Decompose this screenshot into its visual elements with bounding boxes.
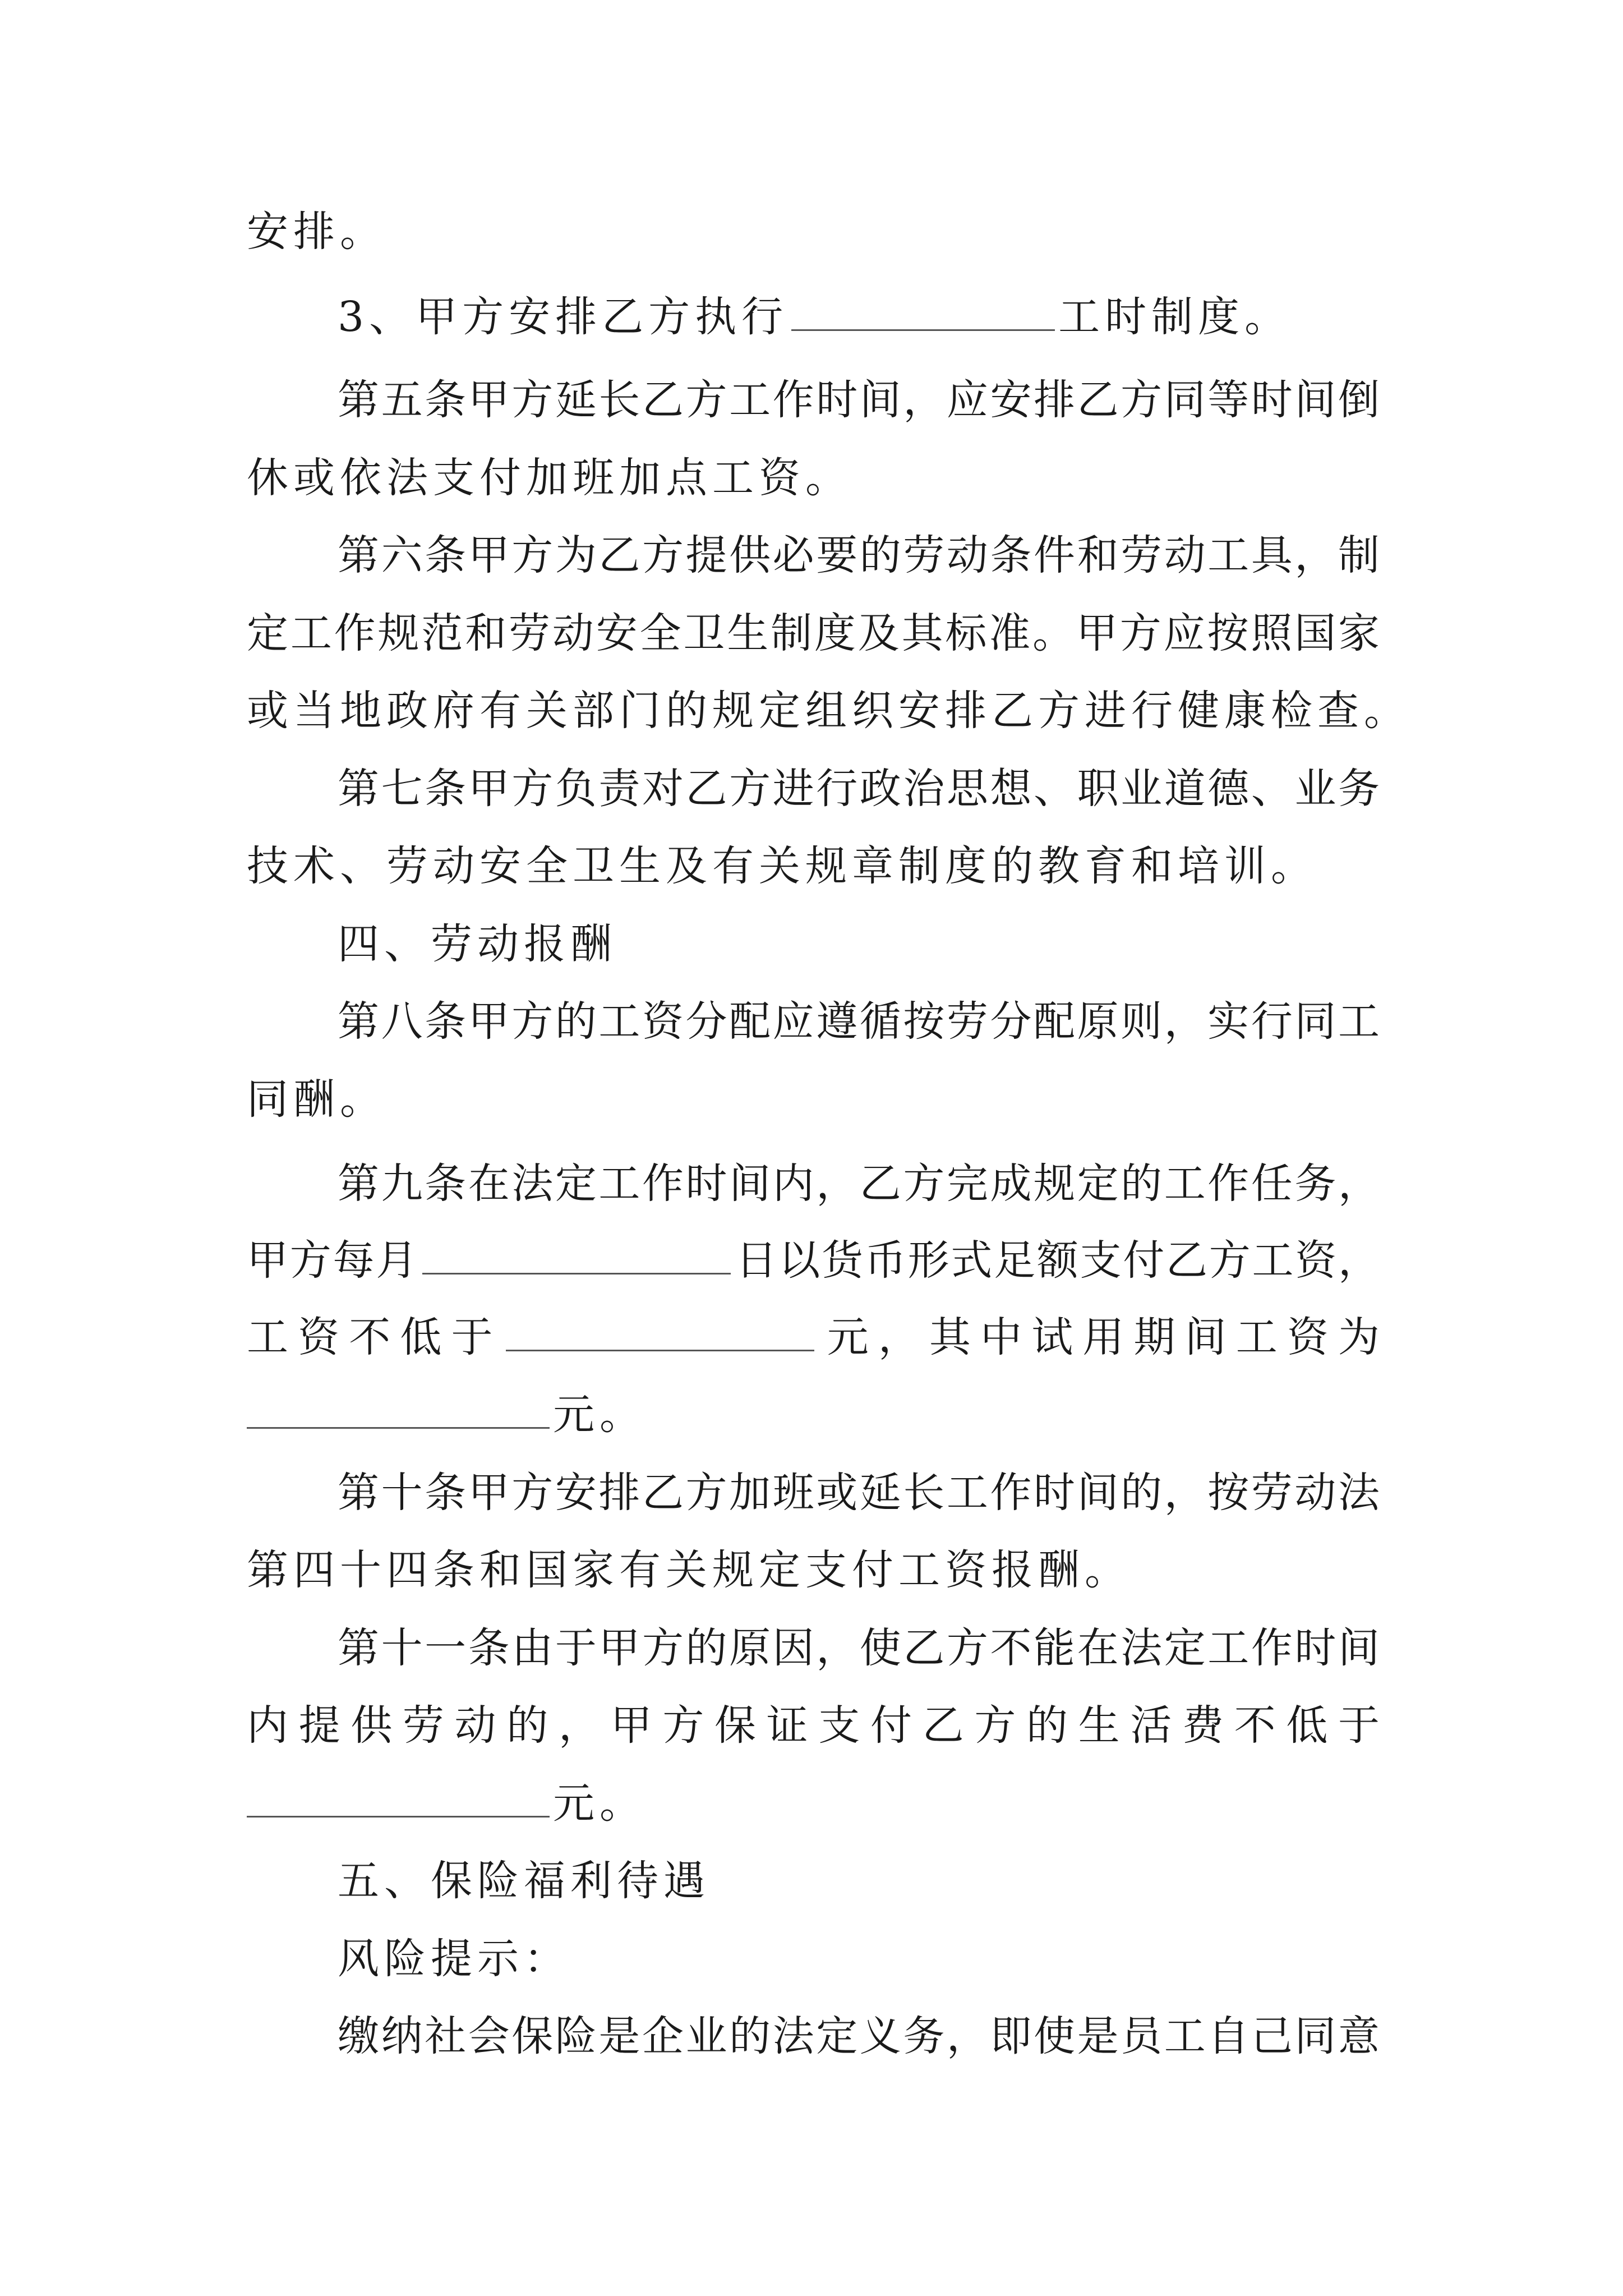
- text-segment: 第七条甲方负责对乙方进行政治思想、职业道德、业务: [338, 765, 1380, 813]
- text-segment: 五、保险福利待遇: [338, 1857, 710, 1905]
- text-line: [338, 1462, 1380, 1524]
- text-line: [247, 602, 1380, 664]
- text-line: [247, 447, 852, 509]
- text-segment: 技术、劳动安全卫生及有关规章制度的教育和培训。: [247, 842, 1317, 890]
- text-line: [247, 1384, 646, 1446]
- text-line: [338, 1153, 1380, 1214]
- text-segment: 工时制度。: [1058, 293, 1292, 341]
- text-segment: 休或依法支付加班加点工资。: [247, 454, 852, 502]
- fill-blank[interactable]: [506, 1310, 814, 1351]
- text-line: [338, 1617, 1380, 1679]
- text-line: [247, 1230, 1380, 1291]
- text-line: [247, 1539, 1131, 1601]
- text-line: [247, 680, 1410, 742]
- text-segment: 第九条在法定工作时间内，乙方完成规定的工作任务，: [338, 1159, 1380, 1208]
- text-segment: 定工作规范和劳动安全卫生制度及其标准。甲方应按照国家: [247, 609, 1380, 657]
- text-line: [247, 1773, 646, 1834]
- text-line: [247, 1306, 1380, 1368]
- text-segment: 同酬。: [247, 1075, 386, 1124]
- fill-blank[interactable]: [247, 1388, 550, 1429]
- text-segment: 甲方每月: [247, 1236, 419, 1285]
- text-segment: 工资不低于: [247, 1313, 502, 1361]
- text-line: [338, 369, 1380, 431]
- text-segment: 日以货币形式足额支付乙方工资，: [734, 1236, 1380, 1285]
- text-segment: 第十一条由于甲方的原因，使乙方不能在法定工作时间: [338, 1624, 1380, 1672]
- text-segment: 第八条甲方的工资分配应遵循按劳分配原则，实行同工: [338, 997, 1380, 1046]
- fill-blank[interactable]: [247, 1777, 550, 1818]
- text-segment: 或当地政府有关部门的规定组织安排乙方进行健康检查。: [247, 687, 1410, 735]
- text-segment: 第十条甲方安排乙方加班或延长工作时间的，按劳动法: [338, 1469, 1380, 1517]
- text-line: [247, 835, 1317, 897]
- text-segment: 四、劳动报酬: [338, 920, 617, 968]
- fill-blank[interactable]: [422, 1234, 731, 1274]
- text-line: [338, 991, 1380, 1052]
- text-segment: 安排。: [247, 208, 386, 256]
- text-segment: 3、甲方安排乙方执行: [338, 293, 789, 341]
- text-segment: 元。: [553, 1779, 646, 1828]
- text-segment: 元。: [553, 1391, 646, 1439]
- text-line: [247, 1695, 1380, 1756]
- section-heading: [338, 1850, 710, 1912]
- text-segment: 缴纳社会保险是企业的法定义务，即使是员工自己同意: [338, 2012, 1380, 2060]
- text-line: [338, 758, 1380, 820]
- text-segment: 风险提示：: [338, 1935, 570, 1983]
- text-line: [338, 2005, 1380, 2067]
- text-segment: 元，其中试用期间工资为: [817, 1313, 1380, 1361]
- text-segment: 第五条甲方延长乙方工作时间，应安排乙方同等时间倒: [338, 376, 1380, 424]
- section-heading: [338, 913, 617, 975]
- text-segment: 内提供劳动的，甲方保证支付乙方的生活费不低于: [247, 1701, 1380, 1750]
- text-line: [247, 201, 386, 263]
- text-segment: 第六条甲方为乙方提供必要的劳动条件和劳动工具，制: [338, 531, 1380, 579]
- text-line: [338, 286, 1291, 348]
- text-line: [338, 524, 1380, 586]
- text-segment: 第四十四条和国家有关规定支付工资报酬。: [247, 1546, 1131, 1594]
- fill-blank[interactable]: [791, 290, 1055, 331]
- text-line: [247, 1069, 386, 1130]
- text-line: [338, 1928, 570, 1990]
